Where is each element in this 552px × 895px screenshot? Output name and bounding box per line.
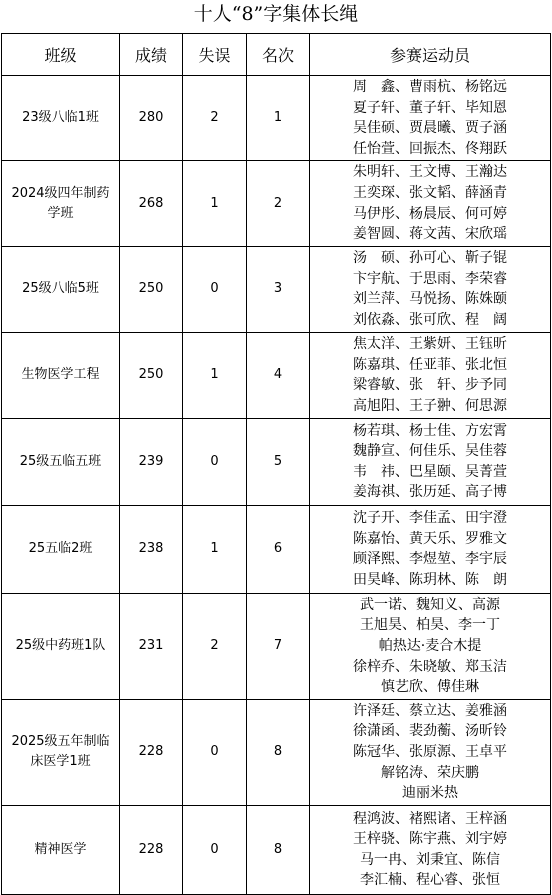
athlete-line: 刘兰萍、马悦扬、陈姝颐 [353, 291, 507, 308]
table-row [2, 805, 551, 894]
cell-athletes [310, 332, 551, 418]
header-athletes: 参赛运动员 [310, 34, 551, 76]
athlete-line: 周 鑫、曹雨杭、杨铭远 [353, 79, 507, 95]
cell-athletes [310, 699, 551, 805]
athlete-line: 卞宇航、于思雨、李荣睿 [353, 270, 507, 287]
athlete-line: 解铭涛、荣庆鹏 [381, 764, 479, 781]
athlete-line: 王旭昊、柏昊、李一丁 [360, 617, 500, 634]
athlete-line: 陈冠华、张原源、王卓平 [353, 743, 507, 760]
athlete-line: 程鸿波、褚熙诸、王梓涵 [353, 810, 507, 827]
cell-class: 2024级四年制药学班 [2, 161, 120, 246]
cell-athletes [310, 161, 551, 246]
cell-errors: 0 [183, 418, 247, 505]
athlete-line: 迪丽米热 [402, 785, 458, 802]
results-table [1, 33, 551, 895]
header-row [2, 34, 551, 76]
cell-errors: 0 [183, 699, 247, 805]
cell-score: 228 [120, 699, 183, 805]
athlete-line: 魏静宣、何佳乐、吴佳蓉 [353, 443, 507, 460]
athlete-line: 王奕琛、张文韬、薛涵青 [353, 184, 507, 201]
cell-rank: 1 [247, 76, 310, 161]
athlete-line: 马伊彤、杨晨辰、何可婷 [353, 205, 507, 222]
table-row [2, 332, 551, 418]
cell-class: 25五临2班 [2, 505, 120, 593]
athlete-line: 夏子轩、董子轩、毕知恩 [353, 99, 507, 116]
athlete-line: 吴佳硕、贾晨曦、贾子涵 [353, 120, 507, 137]
header-errors: 失误 [183, 34, 247, 76]
table-row [2, 505, 551, 593]
cell-errors: 0 [183, 246, 247, 332]
cell-score: 250 [120, 332, 183, 418]
athlete-line: 陈嘉琪、任亚菲、张北恒 [353, 356, 507, 373]
table-body [2, 76, 551, 895]
cell-rank: 6 [247, 505, 310, 593]
cell-errors: 2 [183, 76, 247, 161]
athlete-line: 姜智圆、蒋文茜、宋欣瑶 [353, 226, 507, 243]
cell-score: 268 [120, 161, 183, 246]
cell-class: 2025级五年制临床医学1班 [2, 699, 120, 805]
athlete-line: 韦 祎、巴星颐、吴菁萱 [353, 463, 507, 480]
athlete-line: 杨若琪、杨士佳、方宏霄 [353, 422, 507, 439]
header-rank: 名次 [247, 34, 310, 76]
page-title: 十人“8”字集体长绳 [193, 3, 359, 25]
cell-class: 25级五临五班 [2, 418, 120, 505]
athlete-line: 任怡萱、回振杰、佟翔跃 [353, 140, 507, 157]
athlete-line: 姜海祺、张历延、高子博 [353, 484, 507, 501]
athlete-line: 田昊峰、陈玥林、陈 朗 [353, 571, 507, 588]
cell-class: 23级八临1班 [2, 76, 120, 161]
athlete-line: 刘依淼、张可欣、程 阔 [353, 311, 507, 328]
cell-score: 238 [120, 505, 183, 593]
cell-rank: 2 [247, 161, 310, 246]
header-class: 班级 [2, 34, 120, 76]
cell-athletes [310, 76, 551, 161]
cell-athletes [310, 593, 551, 699]
athlete-line: 梁睿敏、张 轩、步予同 [353, 377, 507, 394]
table-row [2, 161, 551, 246]
cell-athletes [310, 246, 551, 332]
cell-rank: 7 [247, 593, 310, 699]
cell-errors: 1 [183, 161, 247, 246]
cell-score: 250 [120, 246, 183, 332]
header-score: 成绩 [120, 34, 183, 76]
cell-score: 280 [120, 76, 183, 161]
athlete-line: 许泽廷、蔡立达、姜雅涵 [353, 702, 507, 719]
cell-errors: 0 [183, 805, 247, 894]
cell-athletes [310, 805, 551, 894]
athlete-line: 徐梓乔、朱晓敏、郑玉洁 [353, 658, 507, 675]
athlete-line: 顾泽熙、李煜堃、李宇辰 [353, 551, 507, 568]
cell-athletes [310, 505, 551, 593]
cell-class: 25级八临5班 [2, 246, 120, 332]
cell-rank: 5 [247, 418, 310, 505]
athlete-line: 朱明轩、王文博、王瀚达 [353, 164, 507, 181]
athlete-line: 王梓骁、陈宇燕、刘宇婷 [353, 831, 507, 848]
athlete-line: 高旭阳、王子翀、何思源 [353, 397, 507, 414]
table-row [2, 418, 551, 505]
cell-class: 25级中药班1队 [2, 593, 120, 699]
athlete-line: 焦太洋、王紫妍、王钰昕 [353, 336, 507, 353]
cell-errors: 2 [183, 593, 247, 699]
athlete-line: 陈嘉怡、黄天乐、罗雅文 [353, 530, 507, 547]
cell-class: 生物医学工程 [2, 332, 120, 418]
athlete-line: 汤 硕、孙可心、靳子锟 [353, 250, 507, 267]
cell-errors: 1 [183, 332, 247, 418]
athlete-line: 李汇楠、程心睿、张恒 [360, 872, 500, 889]
table-row [2, 246, 551, 332]
cell-rank: 8 [247, 699, 310, 805]
cell-athletes [310, 418, 551, 505]
table-row [2, 76, 551, 161]
athlete-line: 武一诺、魏知义、高源 [360, 596, 500, 613]
athlete-line: 慎艺欣、傅佳琳 [381, 679, 479, 696]
cell-rank: 8 [247, 805, 310, 894]
athlete-line: 马一冉、刘秉宜、陈信 [360, 851, 500, 868]
cell-score: 228 [120, 805, 183, 894]
athlete-line: 沈子开、李佳孟、田宇澄 [353, 510, 507, 527]
table-row [2, 593, 551, 699]
cell-score: 239 [120, 418, 183, 505]
cell-rank: 3 [247, 246, 310, 332]
table-row [2, 699, 551, 805]
cell-rank: 4 [247, 332, 310, 418]
cell-errors: 1 [183, 505, 247, 593]
cell-score: 231 [120, 593, 183, 699]
cell-class: 精神医学 [2, 805, 120, 894]
athlete-line: 帕热达·麦合木提 [378, 637, 482, 654]
athlete-line: 徐潇函、裴劲蘅、汤昕铃 [353, 723, 507, 740]
